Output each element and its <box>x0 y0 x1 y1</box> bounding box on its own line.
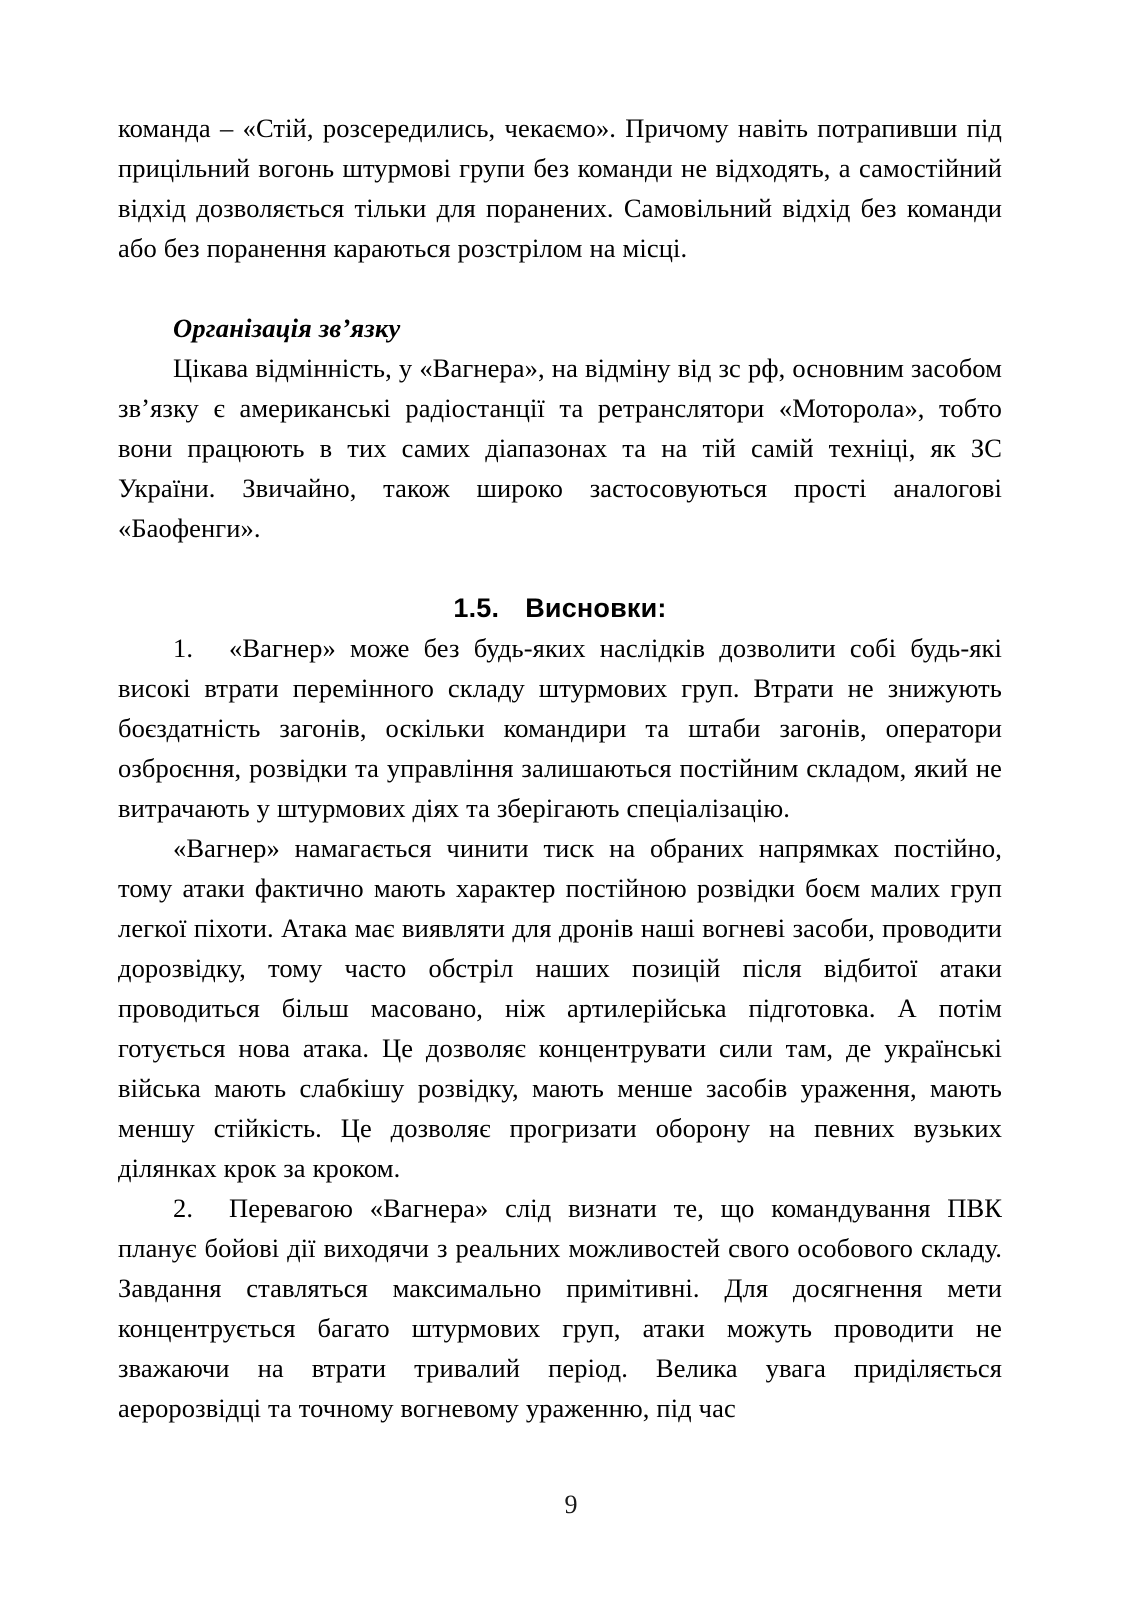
list-item-2 <box>118 1188 1002 1428</box>
section-heading-number: 1.5. <box>453 593 500 623</box>
list-item-2-marker: 2. <box>173 1193 194 1223</box>
list-item-1-text: «Вагнер» може без будь-яких наслідків дозволити собі будь-які високі втрати перемінного складу штурмових груп. Втрати не знижують боєздатність загонів, оскільки командири та штаби загонів, оператори озброєння, розвідки та управління залишаються постійним складом, який не витрачають у штурмових діях та зберігають спеціалізацію. <box>118 633 1002 823</box>
section-heading-title: Висновки: <box>525 593 667 623</box>
subheading-communications-organization: Організація зв’язку <box>173 313 401 343</box>
section-spacer <box>118 548 1002 588</box>
paragraph-spacer <box>118 268 1002 308</box>
page-number: 9 <box>564 1490 578 1519</box>
section-heading-conclusions <box>118 588 1002 628</box>
list-item-1-continuation: «Вагнер» намагається чинити тиск на обраних напрямках постійно, тому атаки фактично мають характер постійною розвідки боєм малих груп легкої піхоти. Атака має виявляти для дронів наші вогневі засоби, проводити дорозвідку, тому часто обстріл наших позицій після відбитої атаки проводиться більш масовано, ніж артилерійська підготовка. А потім готується нова атака. Це дозволяє концентрувати сили там, де українські війська мають слабкішу розвідку, мають менше засобів ураження, мають меншу стійкість. Це дозволяє прогризати оборону на певних вузьких ділянках крок за кроком. <box>118 833 1002 1183</box>
paragraph-orders-and-withdrawal: команда – «Стій, розсередились, чекаємо». Причому навіть потрапивши під прицільний вогонь штурмові групи без команди не відходять, а самостійний відхід дозволяється тільки для поранених. Самовільний відхід без команди або без поранення караються розстрілом на місці. <box>118 113 1002 263</box>
list-item-2-text: Перевагою «Вагнера» слід визнати те, що командування ПВК планує бойові дії виходячи з реальних можливостей свого особового складу. Завдання ставляться максимально примітивні. Для досягнення мети концентрується багато штурмових груп, атаки можуть проводити не зважаючи на втрати тривалий період. Велика увага приділяється аеророзвідці та точному вогневому ураженню, під час <box>118 1193 1002 1423</box>
list-item-1-marker: 1. <box>173 633 194 663</box>
paragraph-communications: Цікава відмінність, у «Вагнера», на відміну від зс рф, основним засобом зв’язку є американські радіостанції та ретранслятори «Моторола», тобто вони працюють в тих самих діапазонах та на тій самій техніці, як ЗС України. Звичайно, також широко застосовуються прості аналогові «Баофенги». <box>118 353 1002 543</box>
page-content <box>118 108 1002 1428</box>
list-item-1 <box>118 628 1002 828</box>
